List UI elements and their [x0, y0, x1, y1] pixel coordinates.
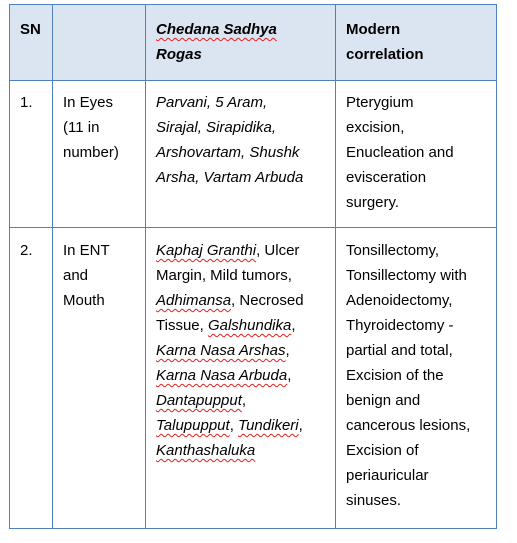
row2-modern-line: Adenoidectomy,	[346, 292, 453, 309]
rogas-term: Sirapidika	[206, 119, 272, 136]
rogas-text: ,	[291, 317, 296, 334]
row2-location-line: and	[63, 267, 89, 284]
rogas-term: Dantapupput	[156, 392, 242, 409]
row1-location-line: number)	[63, 144, 119, 161]
header-rogas-line1-text: Chedana Sadhya	[156, 21, 277, 38]
row2-modern-line: periauricular	[346, 467, 429, 484]
header-rogas	[146, 5, 336, 81]
rogas-term: Talupupput	[156, 417, 230, 434]
rogas-term: Vartam	[203, 169, 252, 186]
rogas-text: ,	[285, 342, 290, 359]
rogas-term: Galshundika	[207, 317, 292, 334]
row1-rogas-line	[156, 90, 325, 115]
row1-sn: 1.	[10, 81, 53, 228]
row1-modern-line: Enucleation and	[346, 144, 454, 161]
row2-rogas-line	[156, 438, 325, 463]
rogas-sep: , 5 Aram,	[206, 94, 268, 111]
row1-rogas	[146, 81, 336, 228]
row1-modern-line: surgery.	[346, 194, 400, 211]
rogas-term: Karna Nasa Arbuda	[156, 367, 288, 384]
rogas-term: Parvani	[156, 94, 207, 111]
rogas-text: ,	[298, 417, 303, 434]
row2-location-line: In ENT	[63, 242, 110, 259]
row2-rogas-line	[156, 238, 325, 263]
row1-modern-line: evisceration	[346, 169, 427, 186]
header-sn-text: SN	[20, 21, 41, 38]
rogas-text: ,	[229, 417, 239, 434]
rogas-text: ,	[241, 392, 247, 409]
row2-rogas-line	[156, 313, 325, 338]
rogas-term: Arsha	[156, 169, 196, 186]
row2-modern-line: Thyroidectomy -	[346, 317, 454, 334]
rogas-sep: ,	[195, 169, 204, 186]
rogas-text: , Necrosed	[231, 292, 304, 309]
row2-rogas-line	[156, 363, 325, 388]
row1-location-line: In Eyes	[63, 94, 114, 111]
row2-modern-line: partial and total,	[346, 342, 453, 359]
row1-modern	[336, 81, 497, 228]
rogas-sep: ,	[271, 119, 277, 136]
row1-location-line: (11 in	[63, 119, 100, 136]
row2-rogas-line	[156, 413, 325, 438]
correlation-table	[9, 4, 497, 529]
row2-rogas-line	[156, 288, 325, 313]
row2-modern-line: Tonsillectomy with	[346, 267, 467, 284]
row1-modern-line: excision,	[346, 119, 405, 136]
rogas-term: Tundikeri	[238, 417, 299, 434]
row1-modern-line: Pterygium	[346, 94, 414, 111]
rogas-text: ,	[287, 367, 292, 384]
header-modern	[336, 5, 497, 81]
header-row	[10, 5, 497, 81]
row2-sn: 2.	[10, 228, 53, 529]
rogas-term: Adhimansa	[156, 292, 232, 309]
header-modern-line2: correlation	[346, 46, 424, 63]
header-sn	[10, 5, 53, 81]
header-modern-line1: Modern	[346, 21, 401, 38]
rogas-term: Kanthashaluka	[156, 442, 256, 459]
rogas-sep: ,	[241, 144, 250, 161]
table-row	[10, 228, 497, 529]
rogas-text: Margin, Mild tumors,	[156, 267, 292, 284]
rogas-term: Shushk	[249, 144, 300, 161]
row2-modern-line: Excision of the	[346, 367, 444, 384]
row2-modern	[336, 228, 497, 529]
header-location	[53, 5, 146, 81]
header-rogas-line2	[156, 42, 325, 67]
row2-rogas-line	[156, 263, 325, 288]
header-rogas-line2-text: Rogas	[156, 46, 202, 63]
rogas-sep: ,	[197, 119, 207, 136]
rogas-text: , Ulcer	[256, 242, 300, 259]
rogas-term: Sirajal	[156, 119, 198, 136]
table-row	[10, 81, 497, 228]
row2-location-line: Mouth	[63, 292, 105, 309]
rogas-term: Arshovartam	[156, 144, 242, 161]
row2-rogas-line	[156, 388, 325, 413]
row1-rogas-line	[156, 165, 325, 190]
row1-rogas-line	[156, 115, 325, 140]
row1-location	[53, 81, 146, 228]
row2-modern-line: sinuses.	[346, 492, 402, 509]
row2-modern-line: Tonsillectomy,	[346, 242, 440, 259]
row2-rogas	[146, 228, 336, 529]
row2-modern-line: benign and	[346, 392, 421, 409]
rogas-term: Kaphaj Granthi	[156, 242, 257, 259]
header-rogas-line1	[156, 17, 325, 42]
row2-rogas-line	[156, 338, 325, 363]
row1-rogas-line	[156, 140, 325, 165]
rogas-term: Arbuda	[254, 169, 304, 186]
rogas-text: Tissue,	[156, 317, 208, 334]
row2-modern-line: cancerous lesions,	[346, 417, 471, 434]
rogas-term: Karna Nasa Arshas	[156, 342, 286, 359]
row2-modern-line: Excision of	[346, 442, 419, 459]
row2-location	[53, 228, 146, 529]
